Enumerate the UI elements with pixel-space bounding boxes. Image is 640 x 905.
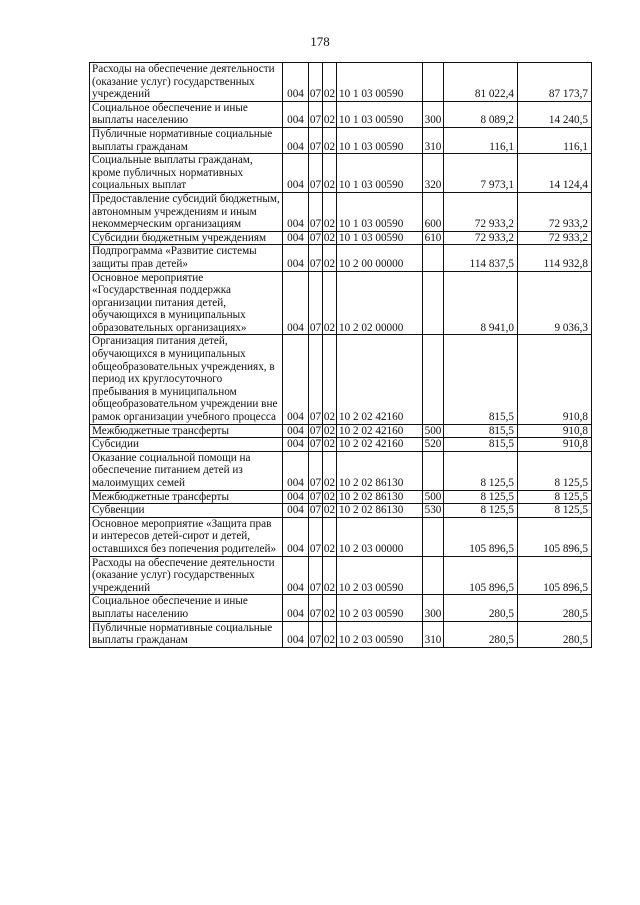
target-article-cell: 10 2 02 86130 — [337, 504, 423, 518]
subsection-code-cell: 02 — [323, 101, 337, 127]
expense-name-cell: Основное мероприятие «Государственная поддержка организации питания детей, обучающихся в муниципальных образовательных организациях» — [90, 271, 283, 335]
expense-name-cell: Подпрограмма «Развитие системы защиты прав детей» — [90, 245, 283, 271]
section-code-cell: 07 — [309, 621, 323, 647]
department-code-cell: 004 — [283, 192, 309, 231]
expense-type-cell — [423, 245, 444, 271]
department-code-cell: 004 — [283, 245, 309, 271]
subsection-code-cell: 02 — [323, 504, 336, 517]
table-row — [90, 424, 592, 438]
page-number: 178 — [310, 34, 330, 49]
target-article-cell: 10 1 03 00590 — [337, 192, 423, 231]
expense-type-cell: 600 — [423, 192, 444, 231]
target-article-cell: 10 2 02 86130 — [337, 451, 423, 490]
section-code-cell: 07 — [309, 451, 323, 490]
amount-year2-cell: 910,8 — [518, 438, 592, 452]
target-article-cell: 10 2 03 00590 — [337, 595, 423, 621]
subsection-code-cell: 02 — [323, 192, 337, 231]
amount-year2-cell: 105 896,5 — [518, 517, 592, 556]
amount-year1-cell: 8 089,2 — [444, 101, 518, 127]
table-row — [90, 231, 592, 245]
target-article-cell: 10 1 03 00590 — [337, 154, 423, 193]
amount-year1-cell: 280,5 — [444, 621, 518, 647]
expense-type-cell: 530 — [423, 504, 444, 518]
expense-name-cell: Расходы на обеспечение деятельности (оказание услуг) государственных учреждений — [90, 556, 283, 595]
amount-year1-cell: 8 125,5 — [444, 451, 518, 490]
table-row — [90, 621, 592, 647]
department-code-cell: 004 — [283, 154, 309, 193]
department-code-cell: 004 — [283, 621, 309, 647]
department-code-cell: 004 — [283, 556, 309, 595]
section-code-cell: 07 — [309, 556, 323, 595]
expense-name-cell: Предоставление субсидий бюджетным, автономным учреждениям и иным некоммерческим организациям — [90, 192, 283, 231]
expense-name-cell: Социальное обеспечение и иные выплаты населению — [90, 101, 283, 127]
amount-year2-cell: 14 240,5 — [518, 101, 592, 127]
expense-type-cell — [423, 63, 444, 102]
budget-table — [89, 62, 592, 648]
section-code-cell: 07 — [309, 192, 323, 231]
table-row — [90, 335, 592, 424]
expense-type-cell: 300 — [423, 101, 444, 127]
department-code-cell: 004 — [283, 335, 309, 424]
expense-name-cell: Публичные нормативные социальные выплаты гражданам — [90, 621, 283, 647]
department-code-cell: 004 — [283, 127, 309, 153]
expense-type-cell: 610 — [423, 231, 444, 245]
subsection-code-cell: 02 — [323, 451, 337, 490]
department-code-cell: 004 — [283, 517, 309, 556]
expense-type-cell — [423, 271, 444, 335]
table-body — [90, 63, 592, 648]
subsection-code-cell: 02 — [323, 517, 337, 556]
amount-year2-cell: 114 932,8 — [518, 245, 592, 271]
amount-year1-cell: 7 973,1 — [444, 154, 518, 193]
amount-year1-cell: 81 022,4 — [444, 63, 518, 102]
table-row — [90, 127, 592, 153]
table-row — [90, 438, 592, 452]
table-row — [90, 556, 592, 595]
section-code-cell: 07 — [309, 154, 323, 193]
section-code-cell: 07 — [309, 245, 323, 271]
amount-year2-cell: 910,8 — [518, 424, 592, 438]
expense-type-cell: 520 — [423, 438, 444, 452]
expense-name-cell: Организация питания детей, обучающихся в муниципальных общеобразовательных учреждениях, в период их круглосуточного пребывания в муниципальном общеобразовательном учреждении вне рамок организации учебного процесса — [90, 335, 283, 424]
table-row — [90, 271, 592, 335]
amount-year1-cell: 815,5 — [444, 335, 518, 424]
target-article-cell: 10 2 02 86130 — [337, 490, 423, 504]
expense-name-cell: Социальные выплаты гражданам, кроме публичных нормативных социальных выплат — [90, 154, 283, 193]
section-code-cell: 07 — [309, 595, 323, 621]
department-code-cell: 004 — [283, 101, 309, 127]
section-code-cell: 07 — [309, 517, 323, 556]
table-row — [90, 245, 592, 271]
expense-type-cell: 500 — [423, 490, 444, 504]
amount-year2-cell: 8 125,5 — [518, 451, 592, 490]
section-code-cell: 07 — [309, 504, 322, 517]
amount-year2-cell: 116,1 — [518, 127, 592, 153]
subsection-code-cell: 02 — [323, 271, 337, 335]
amount-year1-cell: 815,5 — [444, 438, 518, 452]
table-row — [90, 63, 592, 102]
section-code-cell: 07 — [309, 490, 322, 503]
department-code-cell: 004 — [283, 424, 309, 438]
expense-type-cell: 310 — [423, 621, 444, 647]
expense-name-cell: Межбюджетные трансферты — [90, 424, 283, 438]
amount-year1-cell: 114 837,5 — [444, 245, 518, 271]
amount-year1-cell: 8 941,0 — [444, 271, 518, 335]
table-row — [90, 451, 592, 490]
target-article-cell: 10 1 03 00590 — [337, 127, 423, 153]
department-code-cell: 004 — [283, 231, 309, 245]
section-code-cell: 07 — [309, 127, 323, 153]
amount-year1-cell: 8 125,5 — [444, 490, 518, 504]
amount-year1-cell: 72 933,2 — [444, 192, 518, 231]
table-row — [90, 101, 592, 127]
section-code-cell: 07 — [309, 438, 322, 451]
amount-year2-cell: 280,5 — [518, 595, 592, 621]
section-code-cell: 07 — [309, 101, 323, 127]
amount-year1-cell: 105 896,5 — [444, 517, 518, 556]
department-code-cell: 004 — [283, 490, 309, 504]
subsection-code-cell: 02 — [323, 154, 337, 193]
table-row — [90, 595, 592, 621]
amount-year1-cell: 280,5 — [444, 595, 518, 621]
subsection-code-cell: 02 — [323, 63, 337, 102]
target-article-cell: 10 1 03 00590 — [337, 101, 423, 127]
expense-name-cell: Расходы на обеспечение деятельности (оказание услуг) государственных учреждений — [90, 63, 283, 102]
target-article-cell: 10 2 02 00000 — [337, 271, 423, 335]
amount-year2-cell: 72 933,2 — [518, 231, 592, 245]
amount-year1-cell: 105 896,5 — [444, 556, 518, 595]
target-article-cell: 10 2 03 00590 — [337, 621, 423, 647]
subsection-code-cell: 02 — [323, 556, 337, 595]
expense-name-cell: Основное мероприятие «Защита прав и интересов детей-сирот и детей, оставшихся без попечения родителей» — [90, 517, 283, 556]
section-code-cell: 07 — [309, 271, 323, 335]
department-code-cell: 004 — [283, 271, 309, 335]
department-code-cell: 004 — [283, 438, 309, 452]
section-code-cell: 07 — [309, 63, 323, 102]
expense-name-cell: Социальное обеспечение и иные выплаты населению — [90, 595, 283, 621]
target-article-cell: 10 2 03 00000 — [337, 517, 423, 556]
target-article-cell: 10 2 02 42160 — [337, 335, 423, 424]
expense-type-cell: 500 — [423, 424, 444, 438]
subsection-code-cell: 02 — [323, 245, 337, 271]
expense-type-cell — [423, 335, 444, 424]
table-row — [90, 490, 592, 504]
amount-year1-cell: 8 125,5 — [444, 504, 518, 518]
expense-name-cell: Субвенции — [90, 504, 283, 518]
section-code-cell: 07 — [309, 335, 323, 424]
table-row — [90, 154, 592, 193]
target-article-cell: 10 2 02 42160 — [337, 438, 423, 452]
table-row — [90, 517, 592, 556]
amount-year2-cell: 9 036,3 — [518, 271, 592, 335]
expense-name-cell: Межбюджетные трансферты — [90, 490, 283, 504]
amount-year2-cell: 280,5 — [518, 621, 592, 647]
table-row — [90, 504, 592, 518]
subsection-code-cell: 02 — [323, 621, 337, 647]
department-code-cell: 004 — [283, 504, 309, 518]
subsection-code-cell: 02 — [323, 335, 337, 424]
expense-type-cell: 300 — [423, 595, 444, 621]
target-article-cell: 10 2 03 00590 — [337, 556, 423, 595]
expense-type-cell — [423, 517, 444, 556]
expense-name-cell: Публичные нормативные социальные выплаты гражданам — [90, 127, 283, 153]
amount-year1-cell: 116,1 — [444, 127, 518, 153]
amount-year2-cell: 8 125,5 — [518, 490, 592, 504]
department-code-cell: 004 — [283, 451, 309, 490]
amount-year1-cell: 815,5 — [444, 424, 518, 438]
amount-year2-cell: 14 124,4 — [518, 154, 592, 193]
expense-name-cell: Субсидии бюджетным учреждениям — [90, 231, 283, 245]
subsection-code-cell: 02 — [323, 490, 336, 503]
section-code-cell: 07 — [309, 424, 322, 437]
expense-name-cell: Субсидии — [90, 438, 283, 452]
amount-year2-cell: 72 933,2 — [518, 192, 592, 231]
expense-type-cell — [423, 451, 444, 490]
amount-year2-cell: 87 173,7 — [518, 63, 592, 102]
expense-type-cell — [423, 556, 444, 595]
department-code-cell: 004 — [283, 595, 309, 621]
department-code-cell: 004 — [283, 63, 309, 102]
expense-type-cell: 310 — [423, 127, 444, 153]
target-article-cell: 10 1 03 00590 — [337, 63, 423, 102]
subsection-code-cell: 02 — [323, 595, 337, 621]
target-article-cell: 10 2 00 00000 — [337, 245, 423, 271]
subsection-code-cell: 02 — [323, 438, 336, 451]
amount-year1-cell: 72 933,2 — [444, 231, 518, 245]
section-code-cell: 07 — [309, 231, 322, 244]
subsection-code-cell: 02 — [323, 424, 336, 437]
target-article-cell: 10 2 02 42160 — [337, 424, 423, 438]
expense-type-cell: 320 — [423, 154, 444, 193]
amount-year2-cell: 8 125,5 — [518, 504, 592, 518]
expense-name-cell: Оказание социальной помощи на обеспечение питанием детей из малоимущих семей — [90, 451, 283, 490]
table-row — [90, 192, 592, 231]
subsection-code-cell: 02 — [323, 127, 337, 153]
subsection-code-cell: 02 — [323, 231, 336, 244]
amount-year2-cell: 910,8 — [518, 335, 592, 424]
amount-year2-cell: 105 896,5 — [518, 556, 592, 595]
target-article-cell: 10 1 03 00590 — [337, 231, 423, 245]
